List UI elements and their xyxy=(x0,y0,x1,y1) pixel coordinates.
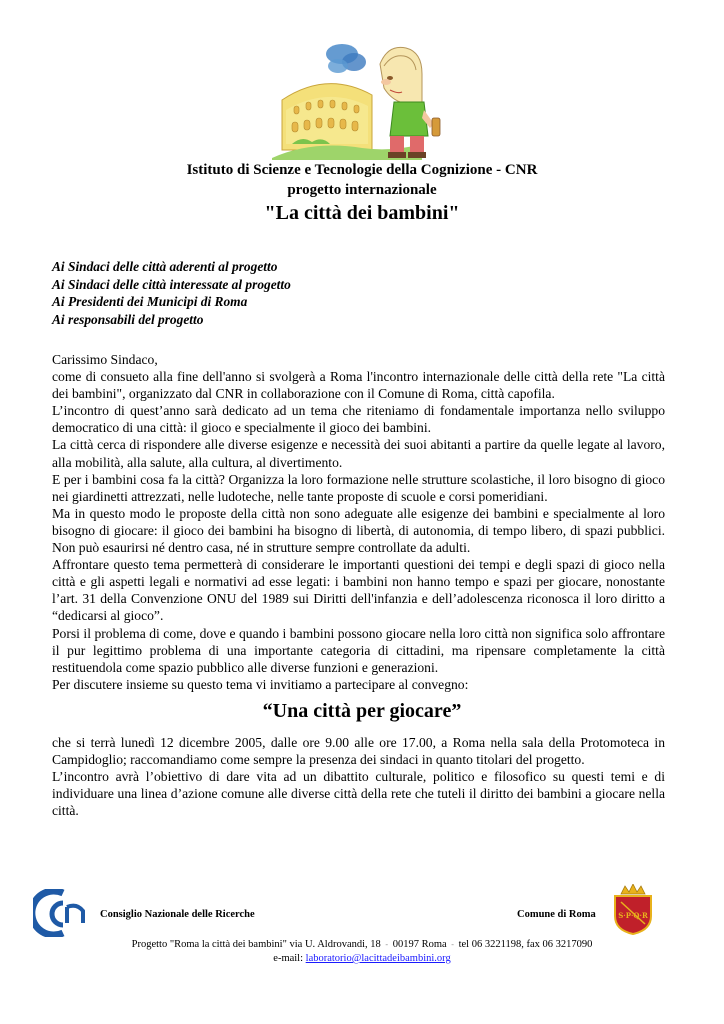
footer-separator: - xyxy=(451,940,454,949)
email-label: e-mail: xyxy=(273,953,306,964)
letter-paragraph: che si terrà lunedì 12 dicembre 2005, dalle ore 9.00 alle ore 17.00, a Roma nella sala della Protomoteca in Campidoglio; raccomandiamo come sempre la presenza dei sindaci in quanto titolari del progetto. xyxy=(52,735,665,768)
addressee-line: Ai Sindaci delle città interessate al progetto xyxy=(52,276,291,292)
footer-address xyxy=(0,938,724,951)
footer-address-city: 00197 Roma xyxy=(392,939,447,950)
letter-paragraph: L’incontro di quest’anno sarà dedicato ad un tema che riteniamo di fondamentale importanza nello sviluppo democratico di una città: il gioco e specialmente il gioco dei bambini. xyxy=(52,403,665,436)
salutation: Carissimo Sindaco, xyxy=(52,352,158,367)
roma-name: Comune di Roma xyxy=(517,909,596,920)
project-title: "La città dei bambini" xyxy=(264,202,460,224)
letter-paragraph: Per discutere insieme su questo tema vi invitiamo a partecipare al convegno: xyxy=(52,676,469,692)
footer-phone: tel 06 3221198, fax 06 3217090 xyxy=(458,939,593,950)
project-label: progetto internazionale xyxy=(287,182,437,198)
letter-paragraph: E per i bambini cosa fa la città? Organizza la loro formazione nelle strutture scolastiche, il loro bisogno di gioco nei giardinetti attrezzati, nelle ludoteche, nelle tante proposte di scuole e corsi pomeridiani. xyxy=(52,471,665,504)
letter-paragraph: Porsi il problema di come, dove e quando i bambini possono giocare nella loro città non significa solo affrontare il pur legittimo problema di una importante categoria di cittadini, ma ripensare completamente la città restituendola come spazio pubblico alle diverse funzioni e generazioni. xyxy=(52,625,665,675)
letter-paragraph: Ma in questo modo le proposte della città non sono adeguate alle esigenze dei bambini e specialmente al loro bisogno di giocare: il gioco dei bambini ha bisogno di libertà, di autonomia, di tempo libero, di spazi pubblici. Non può esaurirsi né dentro casa, né in strutture sempre controllate da adulti. xyxy=(52,505,665,556)
letter-closing xyxy=(52,734,665,819)
addressee-list xyxy=(52,258,652,328)
footer-address-project: Progetto "Roma la città dei bambini" via U. Aldrovandi, 18 xyxy=(131,939,381,950)
convention-title: “Una città per giocare” xyxy=(262,700,462,722)
institute-name: Istituto di Scienze e Tecnologie della Cognizione - CNR xyxy=(186,162,538,178)
letter-paragraph: come di consueto alla fine dell'anno si svolgerà a Roma l'incontro internazionale delle città della rete "La città dei bambini", organizzato dal CNR in collaborazione con il Comune di Roma, città capofila. xyxy=(52,369,665,402)
addressee-line: Ai Sindaci delle città aderenti al progetto xyxy=(52,259,278,274)
child-with-colosseum-illustration xyxy=(272,40,452,160)
footer-email-line xyxy=(0,952,724,965)
letter-header xyxy=(0,160,724,225)
letter-paragraph: Affrontare questo tema permetterà di considerare le importanti questioni dei tempi e degli spazi di gioco nella città e gli aspetti legali e normativi ad esse legati: i bambini non hanno tempo e spazi per giocare, nonostante l’art. 31 della Convenzione ONU del 1989 sui Diritti dell'infanzia e dell’adolescenza riconosca il loro diritto a “dedicarsi al gioco”. xyxy=(52,557,665,624)
footer-separator: - xyxy=(385,940,389,949)
cnr-logo xyxy=(33,889,89,937)
cnr-name: Consiglio Nazionale delle Ricerche xyxy=(100,909,255,920)
email-link[interactable]: laboratorio@lacittadeibambini.org xyxy=(305,953,451,964)
letter-paragraph: L’incontro avrà l’obiettivo di dare vita ad un dibattito culturale, politico e filosofico su questi temi e di individuare una linea d’azione comune alle diverse città della rete che tuteli il diritto dei bambini a giocare nella città. xyxy=(52,769,665,819)
crest-text: S·P·Q·R xyxy=(618,911,648,920)
addressee-line: Ai Presidenti dei Municipi di Roma xyxy=(52,294,248,309)
letter-paragraph: La città cerca di rispondere alle diverse esigenze e necessità dei suoi abitanti a partire da quelle legate al lavoro, alla mobilità, alla salute, alla cultura, al divertimento. xyxy=(52,437,665,470)
letter-body xyxy=(52,351,665,693)
addressee-line: Ai responsabili del progetto xyxy=(52,311,204,327)
spqr-crest-logo xyxy=(609,884,657,936)
